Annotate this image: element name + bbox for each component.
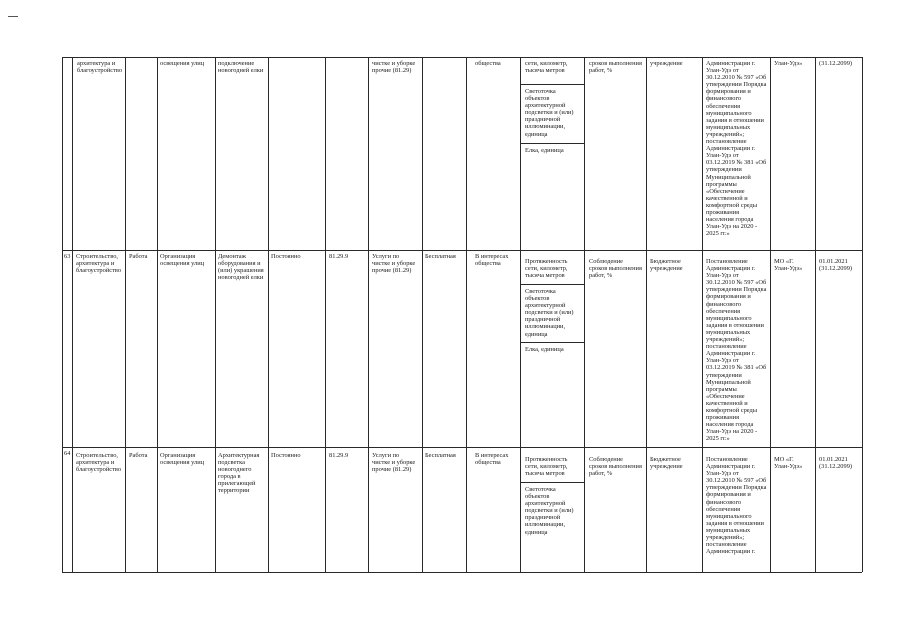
cell-type: Работа bbox=[129, 452, 148, 459]
row-divider bbox=[62, 447, 862, 448]
cell-category: Строительство, архитектура и благоустройство bbox=[76, 253, 122, 275]
cell-funding: Бюджетное учреждение bbox=[650, 258, 683, 273]
cell-content-name: освещения улиц bbox=[160, 60, 205, 67]
cell-type: Работа bbox=[129, 253, 148, 260]
cell-funding: Бюджетное учреждение bbox=[650, 456, 683, 471]
cell-code: 81.29.9 bbox=[329, 452, 349, 459]
cell-content-detail: Демонтаж оборудования и (или) украшения новогодней елки bbox=[218, 253, 264, 282]
column-divider bbox=[646, 57, 647, 572]
indicator-divider bbox=[520, 143, 584, 144]
column-divider bbox=[770, 57, 771, 572]
cell-indicator-3: Елка, единица bbox=[525, 346, 564, 353]
cell-category: архитектура и благоустройство bbox=[77, 60, 123, 75]
cell-category: Строительство, архитектура и благоустройство bbox=[76, 452, 122, 474]
cell-institution: Улан-Удэ» bbox=[774, 60, 803, 67]
cell-indicator-2: Светоточка объектов архитектурной подсветки и (или) праздничной иллюминации, единица bbox=[525, 288, 574, 338]
cell-number: 64 bbox=[64, 450, 71, 457]
cell-institution: МО «Г. Улан-Удэ» bbox=[774, 456, 803, 471]
column-divider bbox=[368, 57, 369, 572]
cell-period: (31.12.2099) bbox=[819, 60, 853, 67]
cell-conditions: чистке и уборке прочие (81.29) bbox=[372, 60, 416, 75]
cell-legal-basis: Постановление Администрации г. Улан-Удэ от 30.12.2010 № 597 «Об утверждении Порядка формирования и финансового обеспечения муниципального задания в отношении муниципальных учреждений»; постановление Администрации г. Улан-Удэ от 03.12.2019 № 381 «Об утверждении Муниципальной программы «Обеспечение качественной и комфортной среды проживания населения города Улан-Удэ на 2020 - 2025 гг.» bbox=[706, 258, 767, 443]
cell-quality: Соблюдение сроков выполнения работ, % bbox=[589, 456, 642, 478]
scan-mark bbox=[8, 16, 18, 17]
column-divider bbox=[72, 57, 73, 572]
cell-content-name: Организация освещения улиц bbox=[160, 452, 205, 467]
cell-consumers: В интересах общества bbox=[475, 452, 509, 467]
indicator-divider bbox=[520, 84, 584, 85]
column-divider bbox=[520, 57, 521, 572]
cell-indicator-1: Протяженность сети, километр, тысяча метров bbox=[525, 258, 568, 280]
column-divider bbox=[815, 57, 816, 572]
cell-indicator-2: Светоточка объектов архитектурной подсветки и (или) праздничной иллюминации, единица bbox=[525, 486, 574, 536]
cell-number: 63 bbox=[64, 253, 71, 260]
table-bottom-border bbox=[62, 572, 862, 573]
cell-content-detail: подключение новогодней елки bbox=[218, 60, 264, 75]
cell-period: 01.01.2021 (31.12.2099) bbox=[819, 258, 853, 273]
cell-consumers: общества bbox=[475, 60, 501, 67]
column-divider bbox=[584, 57, 585, 572]
indicator-divider bbox=[520, 284, 584, 285]
row-divider bbox=[62, 250, 862, 251]
column-divider bbox=[157, 57, 158, 572]
cell-conditions: Услуги по чистке и уборке прочие (81.29) bbox=[372, 452, 416, 474]
table-top-border bbox=[62, 57, 862, 58]
cell-quality: Соблюдение сроков выполнения работ, % bbox=[589, 258, 642, 280]
cell-frequency: Постоянно bbox=[271, 253, 301, 260]
cell-consumers: В интересах общества bbox=[475, 253, 509, 268]
column-divider bbox=[422, 57, 423, 572]
cell-quality: сроков выполнения работ, % bbox=[589, 60, 642, 75]
cell-indicator-3: Елка, единица bbox=[525, 147, 564, 154]
cell-period: 01.01.2021 (31.12.2099) bbox=[819, 456, 853, 471]
column-divider bbox=[62, 57, 63, 572]
cell-frequency: Постоянно bbox=[271, 452, 301, 459]
cell-content-name: Организация освещения улиц bbox=[160, 253, 205, 268]
column-divider bbox=[325, 57, 326, 572]
cell-legal-basis: Администрации г. Улан-Удэ от 30.12.2010 № 597 «Об утверждении Порядка формирования и финансового обеспечения муниципального задания в отношении муниципальных учреждений»; постановление Администрации г. Улан-Удэ от 03.12.2019 № 381 «Об утверждении Муниципальной программы «Обеспечение качественной и комфортной среды проживания населения города Улан-Удэ на 2020 - 2025 гг.» bbox=[706, 60, 767, 238]
indicator-divider bbox=[520, 482, 584, 483]
cell-indicator-1: сети, километр, тысяча метров bbox=[525, 60, 568, 75]
indicator-divider bbox=[520, 342, 584, 343]
cell-funding: учреждение bbox=[650, 60, 683, 67]
cell-payment: Бесплатная bbox=[425, 253, 456, 260]
column-divider bbox=[466, 57, 467, 572]
cell-conditions: Услуги по чистке и уборке прочие (81.29) bbox=[372, 253, 416, 275]
cell-indicator-2: Светоточка объектов архитектурной подсветки и (или) праздничной иллюминации, единица bbox=[525, 88, 574, 138]
cell-institution: МО «Г. Улан-Удэ» bbox=[774, 258, 803, 273]
column-divider bbox=[125, 57, 126, 572]
cell-payment: Бесплатная bbox=[425, 452, 456, 459]
cell-content-detail: Архитектурная подсветка новогоднего города в прилегающей территории bbox=[218, 452, 260, 495]
column-divider bbox=[702, 57, 703, 572]
cell-indicator-1: Протяженность сети, километр, тысяча метров bbox=[525, 456, 568, 478]
cell-code: 81.29.9 bbox=[329, 253, 349, 260]
column-divider bbox=[215, 57, 216, 572]
column-divider bbox=[268, 57, 269, 572]
column-divider bbox=[862, 57, 863, 572]
cell-legal-basis: Постановление Администрации г. Улан-Удэ от 30.12.2010 № 597 «Об утверждении Порядка формирования и финансового обеспечения муниципального задания в отношении муниципальных учреждений»; постановление Администрации г. bbox=[706, 456, 767, 556]
